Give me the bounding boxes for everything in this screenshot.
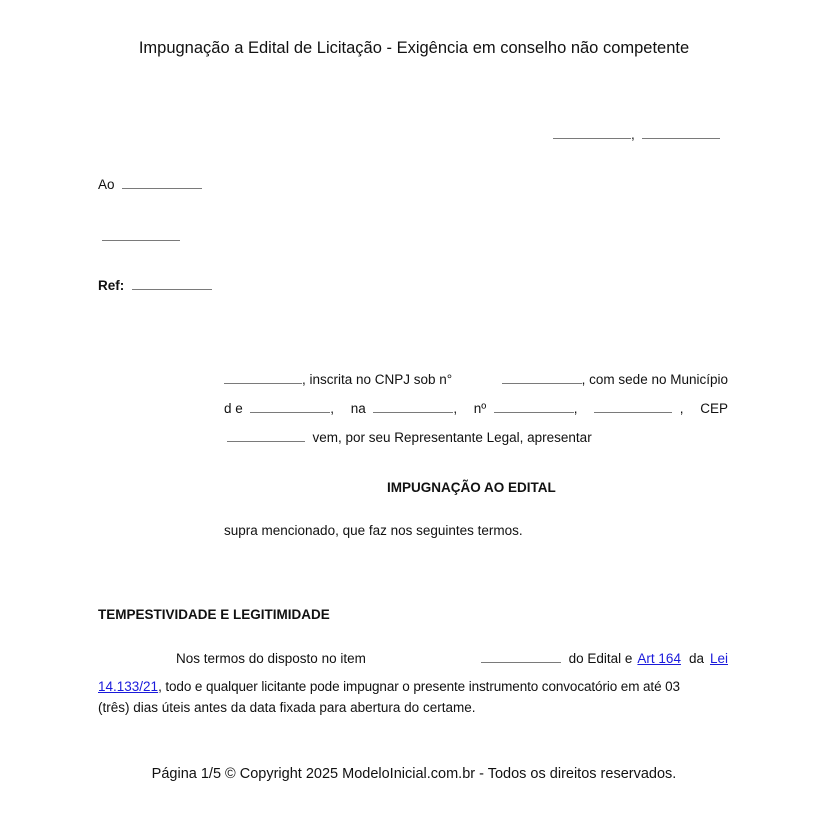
- impugnacao-heading: IMPUGNAÇÃO AO EDITAL: [387, 480, 556, 495]
- addressee-blank: [122, 176, 202, 189]
- addressee-prefix: Ao: [98, 177, 115, 192]
- intro-line-3: [227, 429, 592, 445]
- district-blank: [594, 400, 672, 413]
- para-rest: , todo e qualquer licitante pode impugnar o presente instrumento convocatório em até 03: [158, 679, 680, 694]
- place-date-line: [553, 126, 720, 142]
- reference-line: [98, 277, 212, 293]
- art-164-link[interactable]: Art 164: [637, 651, 681, 666]
- number-blank: [494, 400, 574, 413]
- reference-label: Ref:: [98, 278, 125, 293]
- para-da: da: [688, 651, 704, 666]
- section-para-line-2: [98, 679, 728, 694]
- intro-line-1: [224, 371, 728, 387]
- addressee-detail-blank: [102, 228, 180, 241]
- supra-text: supra mencionado, que faz nos seguintes termos.: [224, 523, 523, 538]
- cep-text: CEP: [700, 401, 728, 416]
- para-start: Nos termos do disposto no item: [176, 651, 366, 666]
- cnpj-text: , inscrita no CNPJ sob n°: [302, 372, 453, 387]
- document-title: Impugnação a Edital de Licitação - Exigência em conselho não competente: [138, 39, 690, 57]
- comma: ,: [573, 401, 578, 416]
- de-text: d e: [224, 401, 243, 416]
- section-para-line-3: (três) dias úteis antes da data fixada para abertura do certame.: [98, 700, 476, 715]
- para-mid: do Edital e: [568, 651, 633, 666]
- lei-link-part1[interactable]: Lei: [709, 651, 728, 666]
- comma: ,: [679, 401, 684, 416]
- cep-blank: [227, 429, 305, 442]
- addressee-line: [98, 176, 202, 192]
- addressee-detail-line: [102, 228, 180, 244]
- lei-link-part2[interactable]: 14.133/21: [98, 679, 159, 694]
- section-heading: TEMPESTIVIDADE E LEGITIMIDADE: [98, 607, 330, 622]
- municipio-text: , com sede no Município: [581, 372, 728, 387]
- reference-blank: [132, 277, 212, 290]
- company-name-blank: [224, 371, 302, 384]
- comma: ,: [453, 401, 458, 416]
- numero-text: nº: [473, 401, 487, 416]
- apresentar-text: vem, por seu Representante Legal, apresentar: [312, 430, 592, 445]
- place-date-separator: ,: [631, 127, 635, 142]
- item-blank: [481, 650, 561, 663]
- place-blank: [553, 126, 631, 139]
- section-para-line-1: [98, 650, 728, 666]
- page-footer: Página 1/5 © Copyright 2025 ModeloInicial.com.br - Todos os direitos reservados.: [151, 766, 677, 782]
- comma: ,: [330, 401, 335, 416]
- street-blank: [373, 400, 453, 413]
- intro-line-2: [224, 400, 728, 416]
- na-text: na: [350, 401, 366, 416]
- cnpj-blank: [502, 371, 582, 384]
- date-blank: [642, 126, 720, 139]
- municipio-blank: [250, 400, 330, 413]
